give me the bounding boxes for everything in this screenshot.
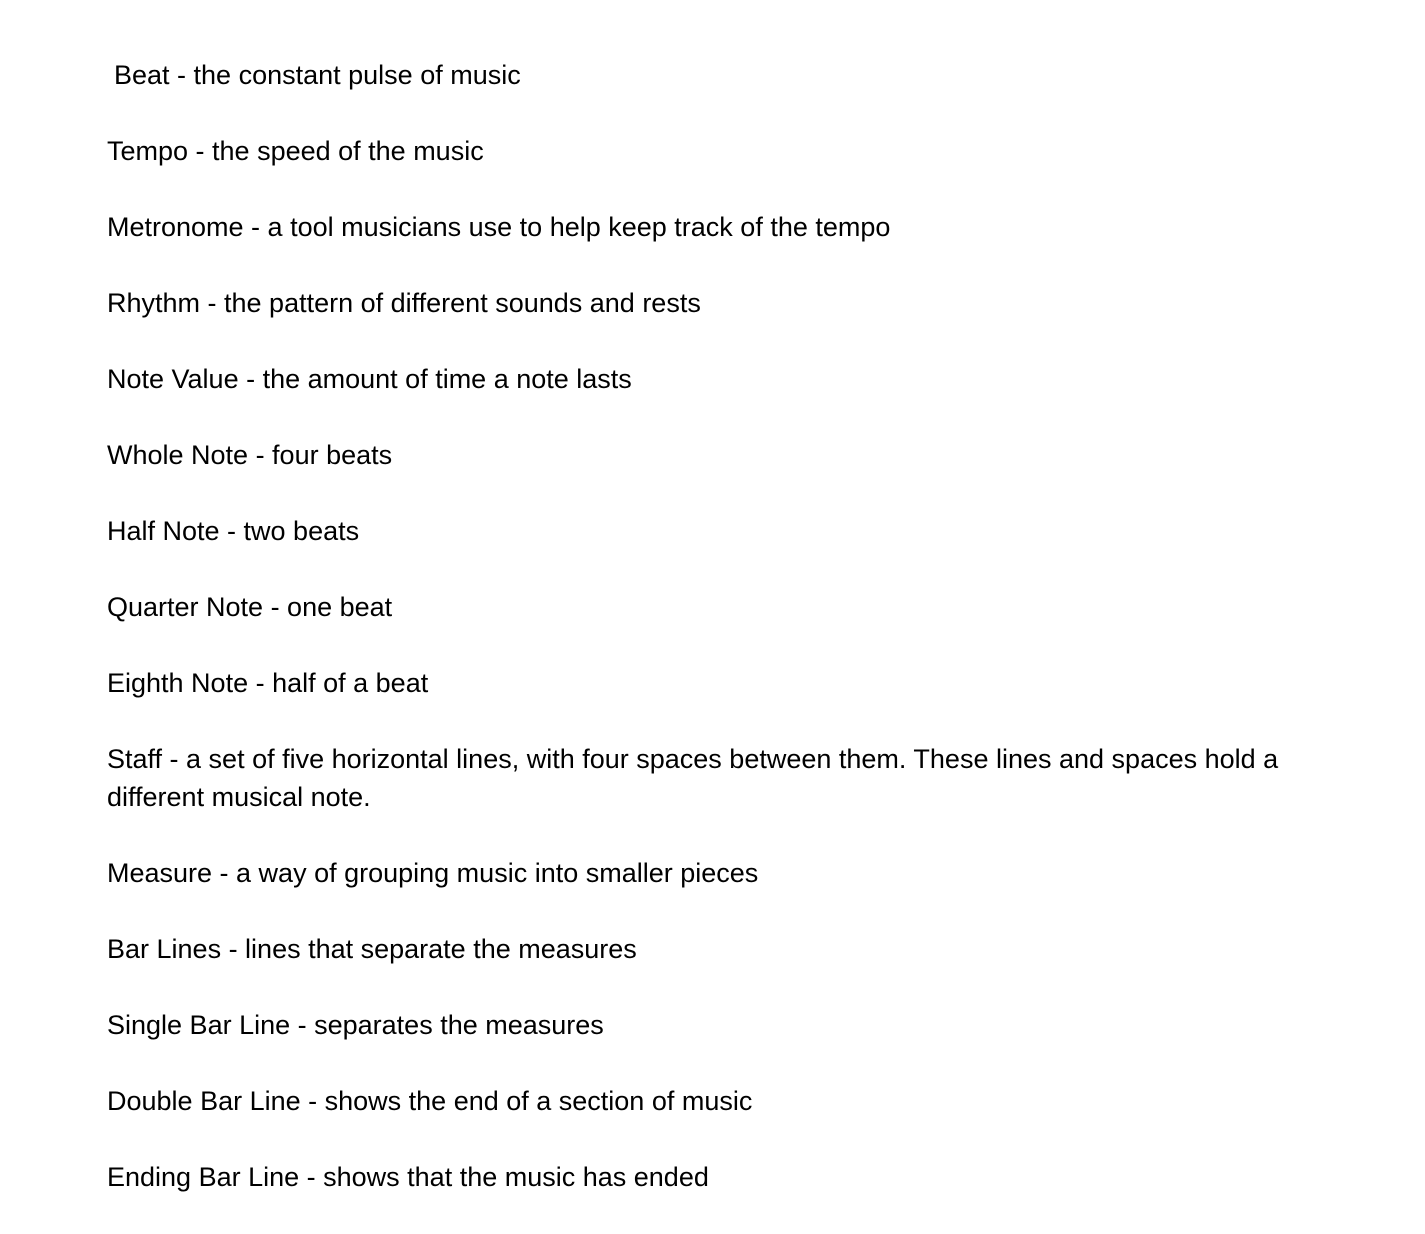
document-body [107, 56, 1347, 1234]
term-bar-lines: Bar Lines - lines that separate the measures [107, 934, 637, 964]
term-ending-bar-line: Ending Bar Line - shows that the music has ended [107, 1162, 709, 1192]
term-metronome: Metronome - a tool musicians use to help keep track of the tempo [107, 212, 891, 242]
term-beat: Beat - the constant pulse of music [114, 60, 521, 90]
term-eighth-note: Eighth Note - half of a beat [107, 668, 429, 698]
term-note-value: Note Value - the amount of time a note lasts [107, 364, 632, 394]
term-staff: Staff - a set of five horizontal lines, with four spaces between them. These lines and spaces hold a different musical note. [107, 744, 1279, 812]
term-rhythm: Rhythm - the pattern of different sounds and rests [107, 288, 701, 318]
term-single-bar-line: Single Bar Line - separates the measures [107, 1010, 604, 1040]
term-tempo: Tempo - the speed of the music [107, 136, 484, 166]
term-whole-note: Whole Note - four beats [107, 440, 393, 470]
term-half-note: Half Note - two beats [107, 516, 360, 546]
term-double-bar-line: Double Bar Line - shows the end of a section of music [107, 1086, 753, 1116]
term-measure: Measure - a way of grouping music into smaller pieces [107, 858, 759, 888]
term-quarter-note: Quarter Note - one beat [107, 592, 393, 622]
